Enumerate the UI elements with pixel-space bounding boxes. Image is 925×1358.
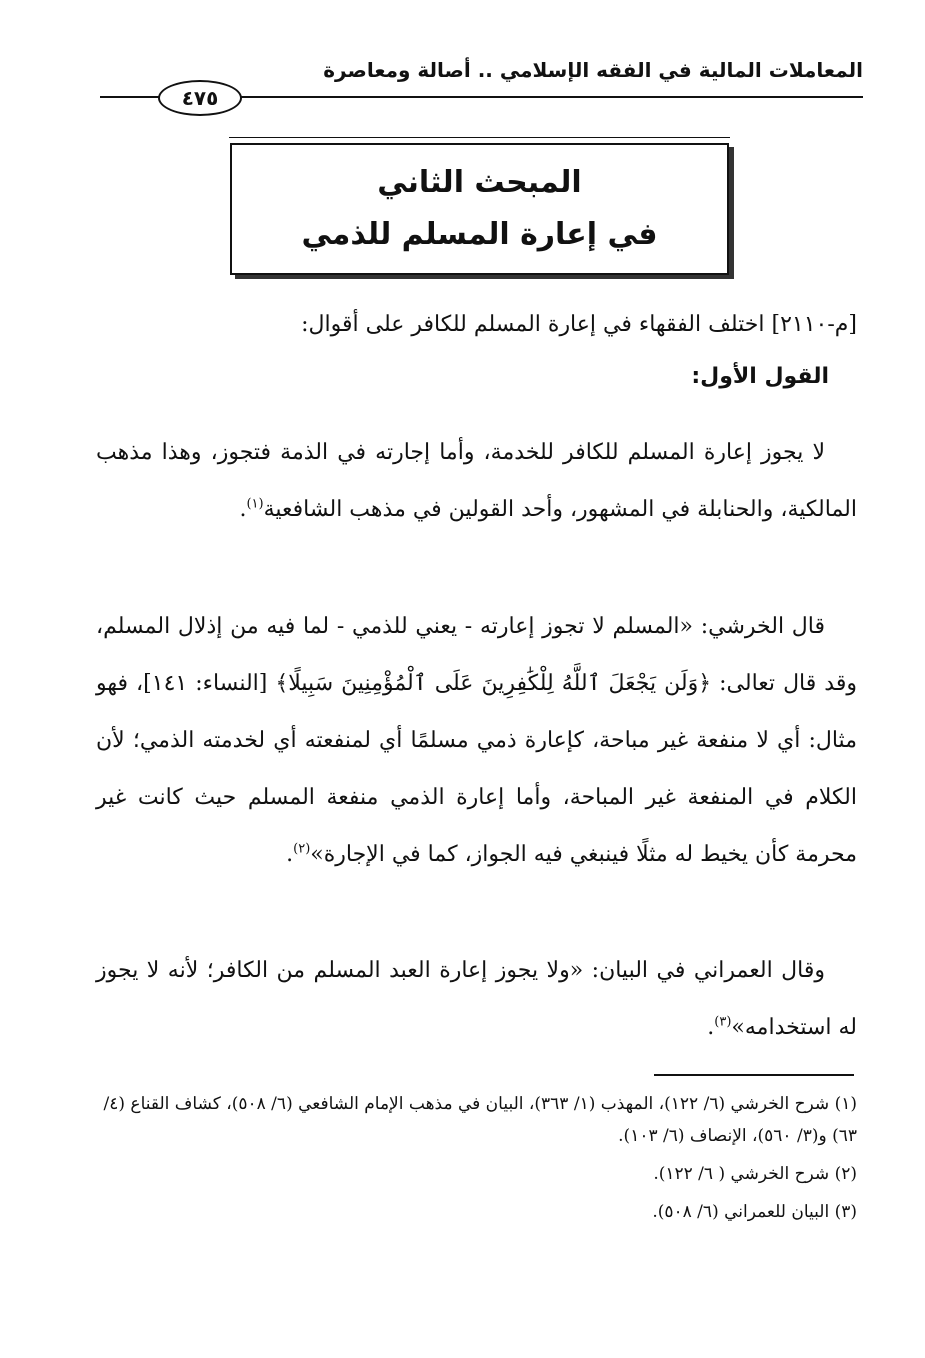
footnote-1: (١) شرح الخرشي (٦/ ١٢٢)، المهذب (١/ ٣٦٣)، البيان في مذهب الإمام الشافعي (٦/ ٥٠٨)، كشاف القناع (٤/ ٦٣) و(٣/ ٥٦٠)، الإنصاف (٦/ ١٠٣). [103,1094,857,1146]
page-number: ٤٧٥ [158,80,242,116]
footnote-3: (٣) البيان للعمراني (٦/ ٥٠٨). [652,1202,857,1222]
paragraph-3 [96,942,857,1056]
paragraph-3-text: وقال العمراني في البيان: «ولا يجوز إعارة العبد المسلم من الكافر؛ لأنه لا يجوز له استخدامه» [96,958,857,1040]
paragraph-3-end: . [707,1015,715,1040]
paragraph-1 [96,424,857,538]
footnote-ref-1[interactable]: (١) [246,496,264,512]
footnote-separator [654,1074,854,1076]
paragraph-2-text: قال الخرشي: «المسلم لا تجوز إعارته - يعني للذمي - لما فيه من إذلال المسلم، وقد قال تعالى: ﴿وَلَن يَجْعَلَ ٱللَّهُ لِلْكَٰفِرِينَ عَلَى ٱلْمُؤْمِنِينَ سَبِيلًا﴾ [النساء: ١٤١]، فهو مثال: أي لا منفعة غير مباحة، كإعارة ذمي مسلمًا أي لمنفعته أي لخدمته الذمي؛ لأن الكلام في المنفعة غير المباحة، وأما إعارة الذمي منفعة المسلم حيث كانت غير محرمة كأن يخيط له مثلًا فينبغي فيه الجواز، كما في الإجارة» [96,614,857,867]
intro-paragraph: [م-٢١١٠] اختلف الفقهاء في إعارة المسلم للكافر على أقوال: [301,312,857,337]
chapter-title-box [230,143,729,275]
footnotes [80,1088,857,1234]
paragraph-1-end: . [239,497,247,522]
footnote-2: (٢) شرح الخرشي ( ٦/ ١٢٢). [653,1164,857,1184]
paragraph-2 [96,598,857,883]
footnote-ref-2[interactable]: (٢) [293,841,311,857]
paragraph-1-text: لا يجوز إعارة المسلم للكافر للخدمة، وأما إجارته في الذمة فتجوز، وهذا مذهب المالكية، والحنابلة في المشهور، وأحد القولين في مذهب الشافعية [96,440,857,522]
running-title: المعاملات المالية في الفقه الإسلامي .. أصالة ومعاصرة [323,58,863,82]
chapter-title-line2: في إعارة المسلم للذمي [301,217,658,252]
section-heading: القول الأول: [691,364,829,389]
chapter-title-line1: المبحث الثاني [377,165,582,200]
paragraph-2-end: . [286,842,294,867]
footnote-ref-3[interactable]: (٣) [714,1014,732,1030]
